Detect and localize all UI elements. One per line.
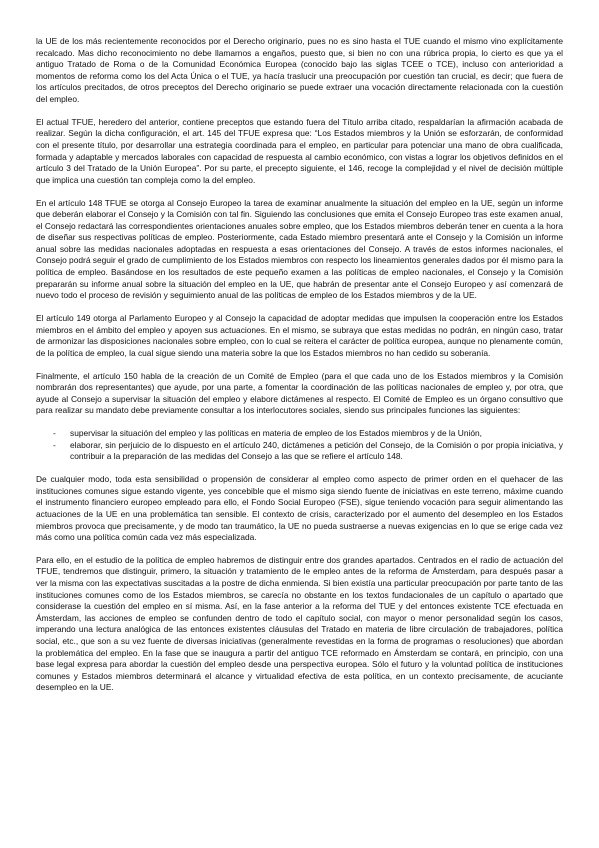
bullet-dash-icon: - [53, 439, 56, 450]
functions-list [36, 428, 563, 463]
paragraph-5: Finalmente, el artículo 150 habla de la creación de un Comité de Empleo (para el que cada uno de los Estados miembros y la Comisión nombrarán dos representantes) que ayude, por una parte, a fomentar la coordinación de las políticas nacionales de empleo y, por otra, que ayude al Consejo a supervisar la situación del empleo y elabore dictámenes al respecto. El Comité de Empleo es un órgano consultivo que para realizar su mandato debe previamente consultar a los interlocutores sociales, siendo sus principales funciones las siguientes: [36, 370, 563, 416]
bullet-dash-icon: - [53, 428, 56, 439]
paragraph-3: En el artículo 148 TFUE se otorga al Consejo Europeo la tarea de examinar anualmente la situación del empleo en la UE, según un informe que deberán elaborar el Consejo y la Comisión con tal fin. Siguiendo las conclusiones que emita el Consejo Europeo tras este examen anual, el Consejo redactará las correspondientes orientaciones anuales sobre empleo, que los Estados miembros deberán tener en cuenta a la hora de diseñar sus respectivas políticas de empleo. Posteriormente, cada Estado miembro presentará ante el Consejo y la Comisión un informe anual sobre las medidas nacionales adoptadas en respuesta a esas orientaciones del Consejo. A través de estos informes nacionales, el Consejo podrá seguir el grado de cumplimiento de los Estados miembros con respecto los lineamientos generales dados por él mismo para la política de empleo. Basándose en los resultados de este pequeño examen a las políticas de empleo nacionales, el Consejo y la Comisión prepararán su informe anual sobre la situación del empleo en la UE, que habrán de presentar ante el Consejo Europeo y así comenzará de nuevo todo el proceso de revisión y seguimiento anual de las políticas de empleo de los Estados miembros y de la UE. [36, 197, 563, 301]
paragraph-1: la UE de los más recientemente reconocidos por el Derecho originario, pues no es sino hasta el TUE cuando el mismo vino explícitamente recalcado. Mas dicho reconocimiento no debe llamarnos a engaños, puesto que, si bien no con una rúbrica propia, lo cierto es que ya el antiguo Tratado de Roma o de la Comunidad Económica Europea (conocido bajo las siglas TCEE o TCE), incluso con anterioridad a momentos de reforma como los del Acta Única o el TUE, ya hacía traslucir una preocupación por cuestión tan crucial, es decir; que fuera de los artículos precitados, de otros preceptos del Derecho originario se puede extraer una vocación directamente relacionada con la cuestión del empleo. [36, 36, 563, 104]
paragraph-4: El artículo 149 otorga al Parlamento Europeo y al Consejo la capacidad de adoptar medidas que impulsen la cooperación entre los Estados miembros en el ámbito del empleo y apoyen sus actuaciones. En el mismo, se subraya que estas medidas no podrán, en ningún caso, tratar de armonizar las disposiciones nacionales sobre empleo, con lo cual se reitera el carácter de política europea, aunque no plenamente común, de la política de empleo, la cual sigue siendo una materia sobre la que los Estados miembros no han cedido su soberanía. [36, 313, 564, 358]
paragraph-7: Para ello, en el estudio de la política de empleo habremos de distinguir entre dos grandes apartados. Centrados en el radio de actuación del TFUE, tendremos que distinguir, primero, la situación y tratamiento de le empleo antes de la reforma de Ámsterdam, para después pasar a ver la misma con las expectativas suscitadas a la postre de dicha enmienda. Si bien existía una particular preocupación por parte tanto de las instituciones comunes como de los Estados miembros, se carecía no obstante en los textos fundacionales de un capítulo o apartado que considerase la cuestión del empleo en sí misma. Así, en la fase anterior a la reforma del TUE y del entonces existente TCE efectuada en Ámsterdam, las acciones de empleo se confunden dentro de todo el capítulo social, con mayor o menor personalidad según los casos, imperando una lectura analógica de las entonces existentes cláusulas del Tratado en materia de libre circulación de trabajadores, política social, etc., que son a su vez fuente de diversas iniciativas (generalmente revestidas en la forma de programas o resoluciones) que abordan la problemática del empleo. En la fase que se inaugura a partir del antiguo TCE reformado en Ámsterdam se contará, en principio, con una base legal expresa para abordar la cuestión del empleo desde una perspectiva europea. Sólo el futuro y la voluntad política de instituciones comunes y Estados miembros determinará el alcance y virtualidad efectiva de esta política, en un contexto precisamente, de acuciante desempleo en la UE. [36, 554, 563, 693]
list-item [36, 440, 563, 463]
paragraph-6: De cualquier modo, toda esta sensibilidad o propensión de considerar al empleo como aspecto de primer orden en el quehacer de las instituciones comunes sigue estando vigente, yes concebible que el mismo siga siendo fuente de iniciativas en este terreno, máxime cuando el instrumento financiero europeo empleado para ello, el Fondo Social Europeo (FSE), sigue teniendo vocación para seguir alimentando las actuaciones de la UE en una problemática tan sensible. El contexto de crisis, caracterizado por el aumento del desempleo en los Estados miembros provoca que precisamente, y de modo tan traumático, la UE no pueda sustraerse a nuevas exigencias en lo que se erige cada vez más como una política común cada vez más especializada. [36, 474, 563, 543]
paragraph-2: El actual TFUE, heredero del anterior, contiene preceptos que estando fuera del Título arriba citado, respaldarían la afirmación acabada de realizar. Según la dicha configuración, el art. 145 del TFUE expresa que: “Los Estados miembros y la Unión se esforzarán, de conformidad con el presente título, por desarrollar una estrategia coordinada para el empleo, en particular para potenciar una mano de obra cualificada, formada y adaptable y mercados laborales con capacidad de respuesta al cambio económico, con vistas a lograr los objetivos definidos en el artículo 3 del Tratado de la Unión Europea”. Por su parte, el precepto siguiente, el 146, recoge la complejidad y el nivel de decisión múltiple que implica una cuestión tan compleja como la del empleo. [36, 116, 563, 185]
list-item-text: elaborar, sin perjuicio de lo dispuesto en el artículo 240, dictámenes a petición del Consejo, de la Comisión o por propia iniciativa, y contribuir a la preparación de las medidas del Consejo a las que se refiere el artículo 148. [70, 439, 563, 462]
document-page [36, 36, 563, 705]
list-item [36, 428, 563, 440]
list-item-text: supervisar la situación del empleo y las políticas en materia de empleo de los Estados miembros y de la Unión, [70, 428, 482, 439]
